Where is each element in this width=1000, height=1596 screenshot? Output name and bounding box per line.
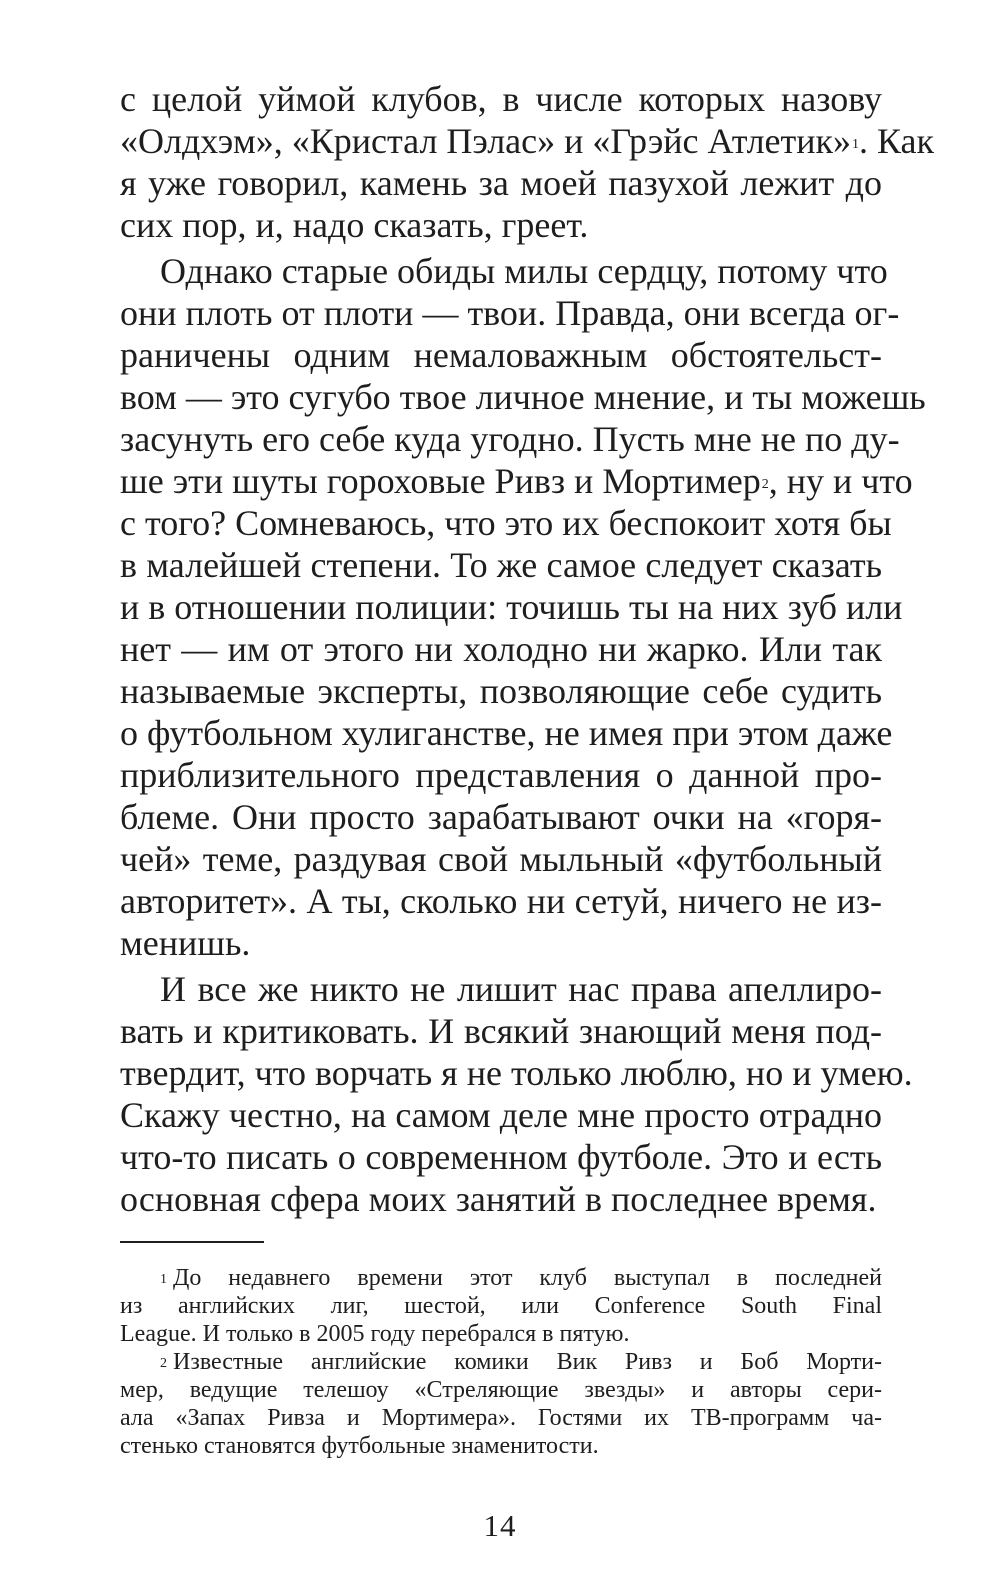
- footnote-line: [120, 1264, 882, 1292]
- footnote-mark: 2: [160, 1356, 167, 1371]
- paragraph-2: [120, 250, 926, 964]
- text-line: [120, 460, 913, 502]
- footnote-2: [120, 1348, 882, 1460]
- text-line: блеме. Они просто зарабатывают очки на «горя-: [120, 797, 882, 837]
- text-line: я уже говорил, камень за моей пазухой лежит до: [120, 163, 882, 203]
- footnote-1: [120, 1264, 882, 1348]
- footnote-line: ала «Запах Ривза и Мортимера». Гостями их ТВ-программ ча-: [120, 1405, 882, 1431]
- text-fragment: «Олдхэм», «Кристал Пэлас» и «Грэйс Атлетик»: [120, 121, 852, 161]
- text-line: [120, 120, 935, 162]
- paragraph-1: [120, 78, 935, 246]
- footnote-line: стенько становятся футбольные знаменитости.: [120, 1433, 599, 1459]
- text-line: основная сфера моих занятий в последнее время.: [120, 1179, 877, 1219]
- text-line: с целой уймой клубов, в числе которых назову: [120, 79, 882, 119]
- text-line: менишь.: [120, 923, 251, 963]
- text-line: авторитет». А ты, сколько ни сетуй, ничего не из-: [120, 881, 882, 921]
- footnote-separator: [120, 1241, 264, 1243]
- text-line: приблизительного представления о данной про-: [120, 755, 882, 795]
- text-line: твердит, что ворчать я не только люблю, но и умею.: [120, 1053, 913, 1093]
- text-line: раничены одним немаловажным обстоятельст-: [120, 335, 882, 375]
- text-line: с того? Сомневаюсь, что это их беспокоит хотя бы: [120, 503, 892, 543]
- text-line: чей» теме, раздувая свой мыльный «футбольный: [120, 839, 882, 879]
- footnotes: [120, 1264, 882, 1460]
- text-line: вать и критиковать. И всякий знающий меня под-: [120, 1011, 882, 1051]
- text-line: засунуть его себе куда угодно. Пусть мне не по ду-: [120, 419, 900, 459]
- text-line: и в отношении полиции: точишь ты на них зуб или: [120, 587, 903, 627]
- text-line: И все же никто не лишит нас права апеллиро-: [160, 969, 882, 1009]
- footnote-line: из английских лиг, шестой, или Conference South Final: [120, 1293, 882, 1319]
- text-line: они плоть от плоти — твои. Правда, они всегда ог-: [120, 293, 900, 333]
- page-number: 14: [483, 1508, 517, 1543]
- footnote-ref-1[interactable]: 1: [852, 137, 860, 152]
- text-line: Однако старые обиды милы сердцу, потому что: [160, 251, 888, 291]
- text-fragment: ше эти шуты гороховые Ривз и Мортимер: [120, 461, 761, 501]
- text-fragment: До недавнего времени этот клуб выступал в последней: [173, 1265, 882, 1291]
- text-line: в малейшей степени. То же самое следует сказать: [120, 545, 882, 585]
- footnote-ref-2[interactable]: 2: [761, 477, 769, 492]
- text-line: Скажу честно, на самом деле мне просто отрадно: [120, 1095, 882, 1135]
- text-fragment: . Как: [859, 121, 935, 161]
- text-line: что-то писать о современном футболе. Это и есть: [120, 1137, 882, 1177]
- text-fragment: Известные английские комики Вик Ривз и Боб Морти-: [173, 1349, 882, 1375]
- footnote-line: [120, 1348, 882, 1376]
- text-line: называемые эксперты, позволяющие себе судить: [120, 671, 882, 711]
- main-text: [120, 78, 935, 1224]
- text-line: нет — им от этого ни холодно ни жарко. Или так: [120, 629, 882, 669]
- text-line: вом — это сугубо твое личное мнение, и ты можешь: [120, 377, 926, 417]
- footnote-mark: 1: [160, 1272, 167, 1287]
- text-fragment: , ну и что: [768, 461, 913, 501]
- paragraph-3: [120, 968, 913, 1220]
- footnote-line: мер, ведущие телешоу «Стреляющие звезды» и авторы сери-: [120, 1377, 882, 1403]
- footnote-line: League. И только в 2005 году перебрался в пятую.: [120, 1321, 630, 1347]
- text-line: о футбольном хулиганстве, не имея при этом даже: [120, 713, 893, 753]
- text-line: сих пор, и, надо сказать, греет.: [120, 205, 589, 245]
